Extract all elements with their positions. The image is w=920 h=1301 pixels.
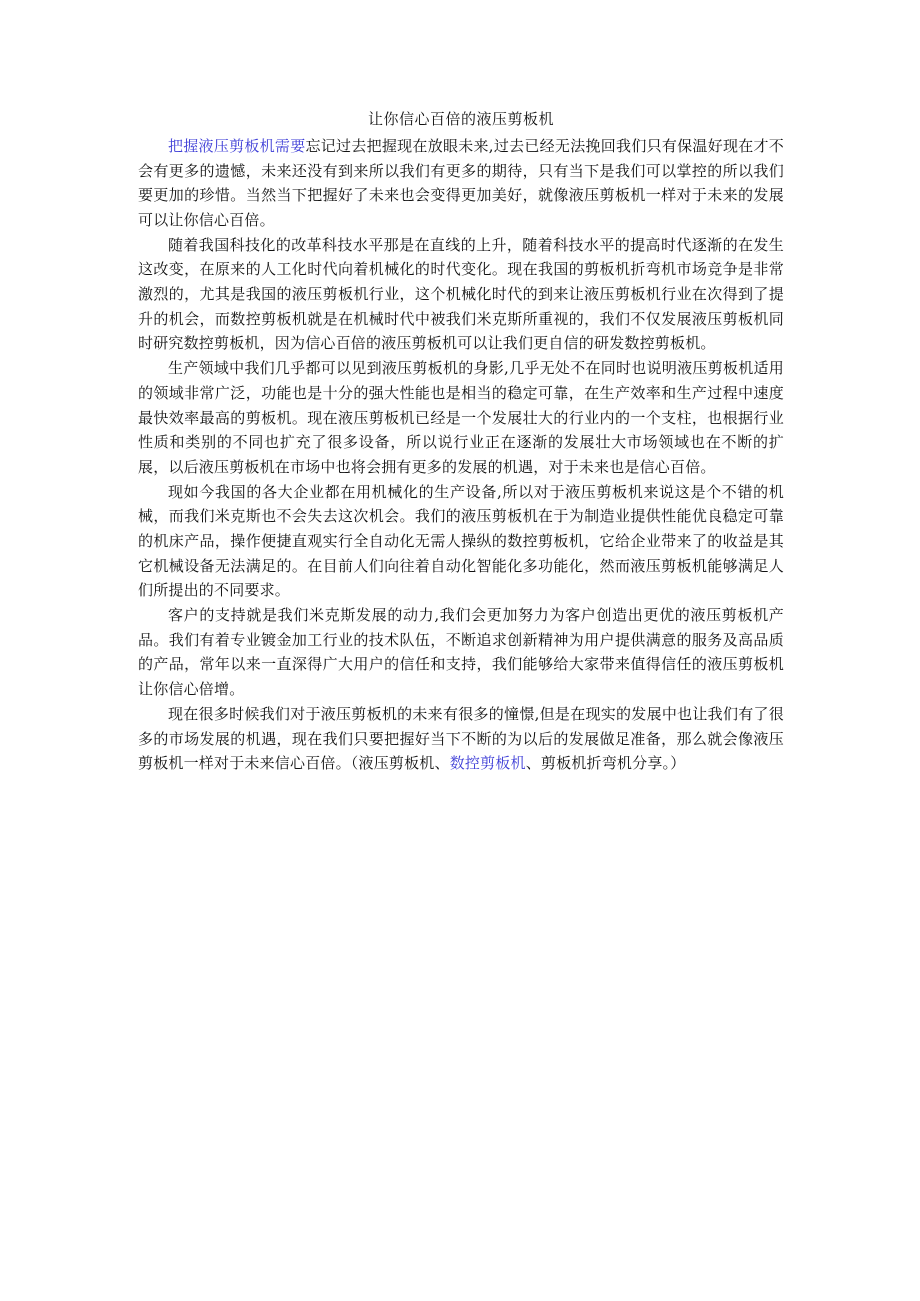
- document-title: 让你信心百倍的液压剪板机: [367, 110, 554, 128]
- hydraulic-shear-link[interactable]: 把握液压剪板机需要: [168, 137, 306, 155]
- paragraph-2: 随着我国科技化的改革科技水平那是在直线的上升，随着科技水平的提高时代逐渐的在发生这改变，在原来的人工化时代向着机械化的时代变化。现在我国的剪板机折弯机市场竞争是非常激烈的，尤其是我国的液压剪板机行业，这个机械化时代的到来让液压剪板机行业在次得到了提升的机会，而数控剪板机就是在机械时代中被我们米克斯所重视的，我们不仅发展液压剪板机同时研究数控剪板机，因为信心百倍的液压剪板机可以让我们更自信的研发数控剪板机。: [138, 235, 784, 353]
- paragraph-6-text-before: 现在很多时候我们对于液压剪板机的未来有很多的憧憬,但是在现实的发展中也让我们有了很多的市场发展的机遇，现在我们只要把握好当下不断的为以后的发展做足准备，那么就会像液压剪板机一样对于未来信心百倍。（液压剪板机、: [138, 705, 784, 773]
- paragraph-4: 现如今我国的各大企业都在用机械化的生产设备,所以对于液压剪板机来说这是个不错的机械，而我们米克斯也不会失去这次机会。我们的液压剪板机在于为制造业提供性能优良稳定可靠的机床产品，操作便捷直观实行全自动化无需人操纵的数控剪板机，它给企业带来了的收益是其它机械设备无法满足的。在目前人们向往着自动化智能化多功能化，然而液压剪板机能够满足人们所提出的不同要求。: [138, 482, 784, 600]
- paragraph-6: [138, 702, 784, 776]
- paragraph-5: 客户的支持就是我们米克斯发展的动力,我们会更加努力为客户创造出更优的液压剪板机产品。我们有着专业镀金加工行业的技术队伍，不断追求创新精神为用户提供满意的服务及高品质的产品，常年以来一直深得广大用户的信任和支持，我们能够给大家带来值得信任的液压剪板机让你信心倍增。: [138, 606, 784, 699]
- document-page: [138, 108, 784, 776]
- paragraph-3: 生产领域中我们几乎都可以见到液压剪板机的身影,几乎无处不在同时也说明液压剪板机适用的领域非常广泛，功能也是十分的强大性能也是相当的稳定可靠，在生产效率和生产过程中速度最快效率最高的剪板机。现在液压剪板机已经是一个发展壮大的行业内的一个支柱，也根据行业性质和类别的不同也扩充了很多设备，所以说行业正在逐渐的发展壮大市场领域也在不断的扩展，以后液压剪板机在市场中也将会拥有更多的发展的机遇，对于未来也是信心百倍。: [138, 359, 784, 476]
- paragraph-6-text-after: 、剪板机折弯机分享。）: [525, 754, 686, 773]
- paragraph-1: [138, 134, 784, 232]
- cnc-shear-link[interactable]: 数控剪板机: [449, 754, 526, 773]
- paragraph-1-text: 忘记过去把握现在放眼未来,过去已经无法挽回我们只有保温好现在才不会有更多的遗憾，未来还没有到来所以我们有更多的期待，只有当下是我们可以掌控的所以我们要更加的珍惜。当然当下把握好了未来也会变得更加美好，就像液压剪板机一样对于未来的发展可以让你信心百倍。: [138, 137, 784, 229]
